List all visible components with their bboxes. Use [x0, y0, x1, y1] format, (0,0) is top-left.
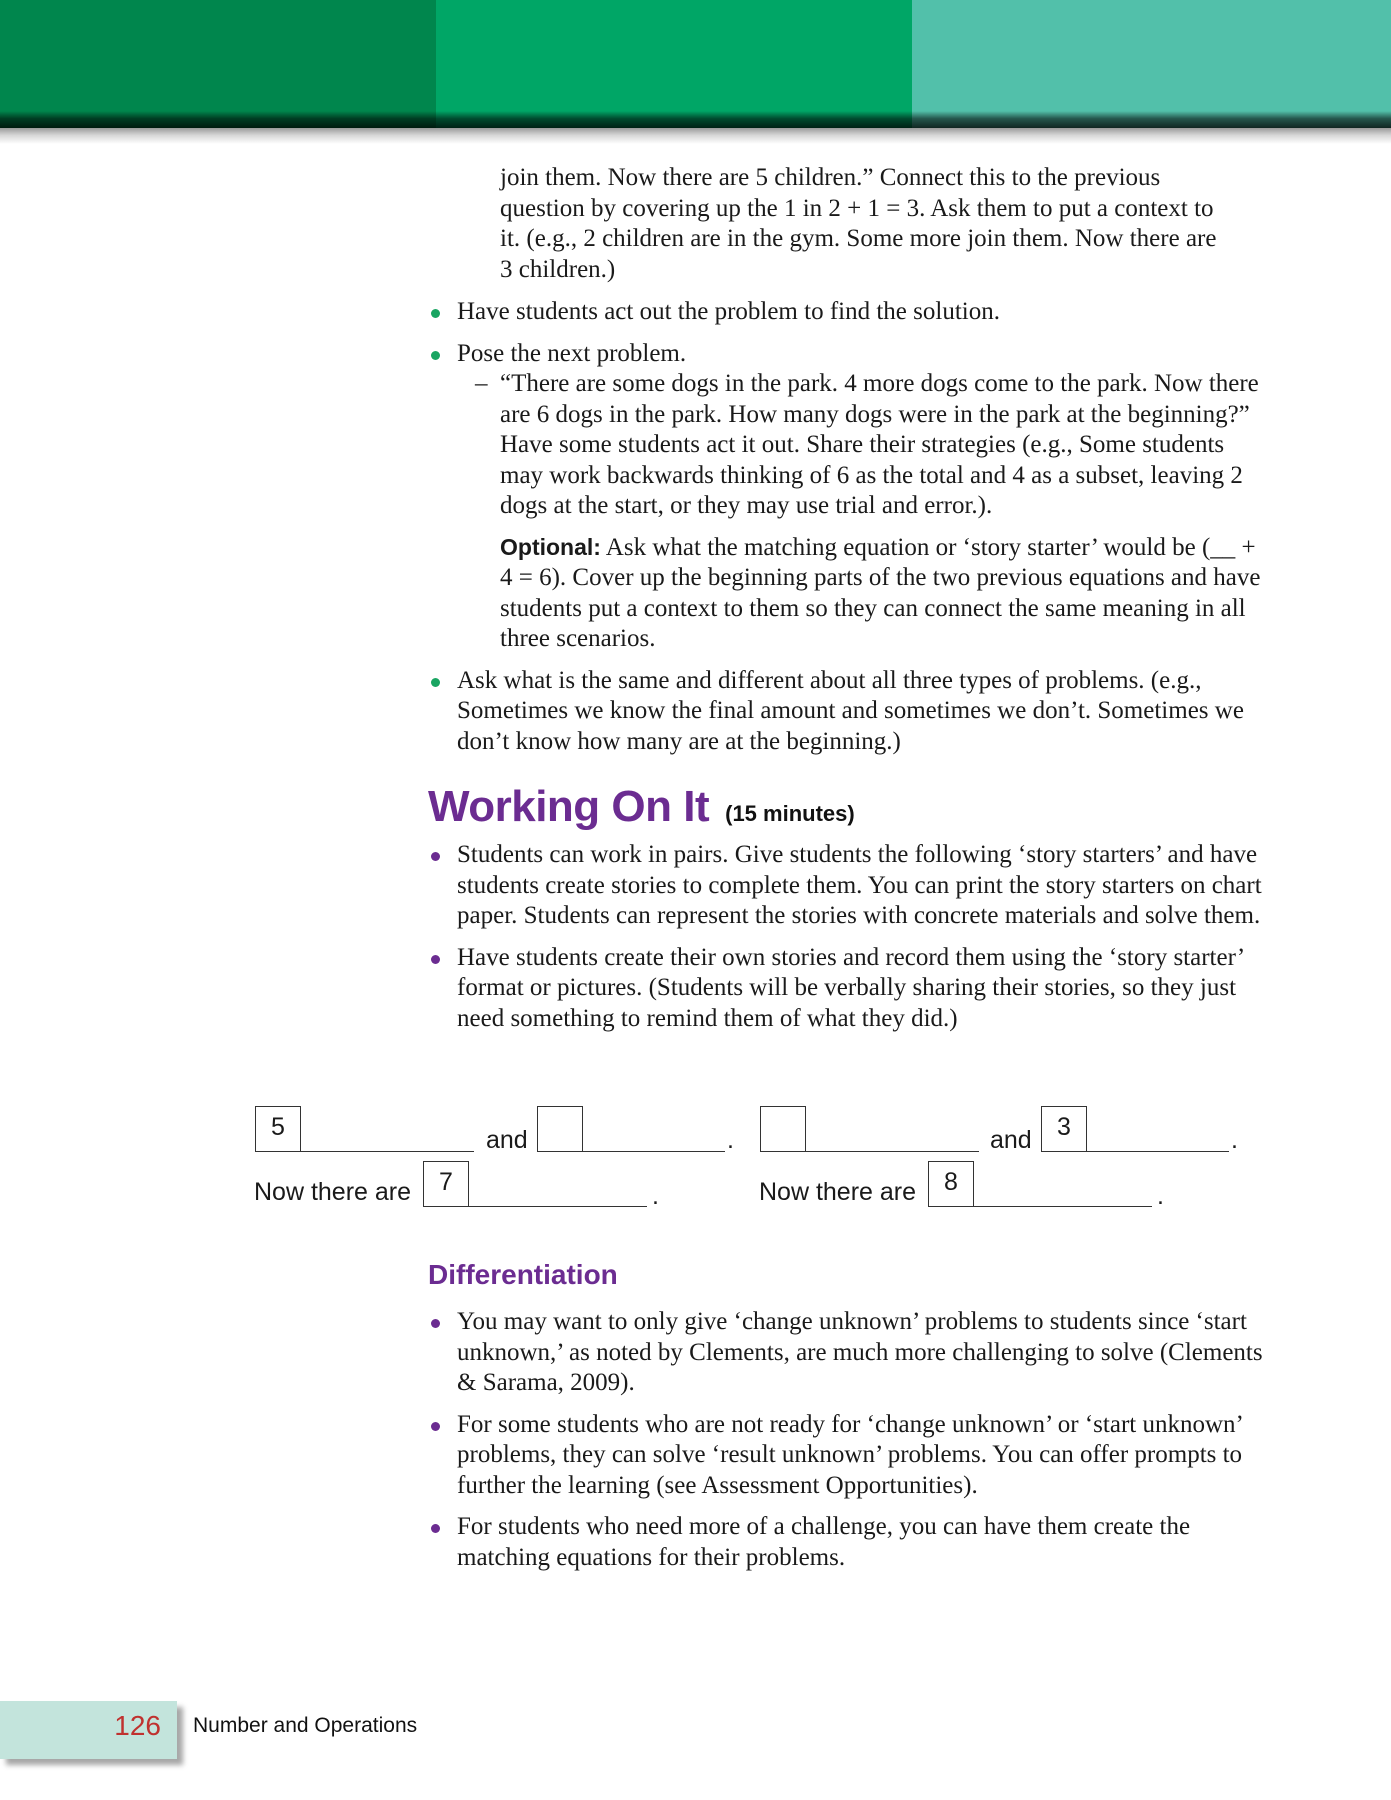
- header-shadow: [0, 128, 1391, 144]
- footer-section-title: Number and Operations: [193, 1714, 418, 1737]
- starter1-box-change[interactable]: [537, 1106, 583, 1152]
- starter2-box-start[interactable]: [760, 1106, 806, 1152]
- page-number-tab: [0, 1701, 177, 1759]
- continued-paragraph: [428, 163, 1268, 285]
- bullet-act-out: Have students act out the problem to find the solution.: [428, 297, 1268, 328]
- sub-item-dogs-problem: [428, 369, 1268, 522]
- header-band-teal: [912, 0, 1391, 128]
- continued-line: it. (e.g., 2 children are in the gym. Some more join them. Now there are: [500, 225, 1217, 252]
- optional-note: [428, 532, 1268, 655]
- working-on-it-title: Working On It: [428, 782, 710, 831]
- page-number: 126: [114, 1710, 161, 1741]
- intro-bullet-list: [428, 297, 1268, 757]
- starter2-box-change[interactable]: 3: [1041, 1106, 1087, 1152]
- starter2-line-start[interactable]: [806, 1151, 979, 1152]
- starter1-line-start[interactable]: [301, 1151, 474, 1152]
- starter1-line-change[interactable]: [583, 1151, 725, 1152]
- starter1-now-label: Now there are: [254, 1178, 412, 1206]
- optional-label: Optional:: [500, 533, 601, 560]
- bullet-not-ready: For some students who are not ready for ‘change unknown’ or ‘start unknown’ problems, they can solve ‘result unknown’ problems. You can offer prompts to further the learning (see Assessment Opportunities).: [428, 1410, 1268, 1502]
- starter1-period: .: [727, 1126, 734, 1154]
- bullet-more-challenge: For students who need more of a challenge, you can have them create the matching equations for their problems.: [428, 1512, 1268, 1573]
- starter2-line-result[interactable]: [974, 1206, 1152, 1207]
- bullet-create-own-stories: Have students create their own stories and record them using the ‘story starter’ format or pictures. (Students will be verbally sharing their stories, so they just need something to remind them of what they did.): [428, 943, 1268, 1035]
- differentiation-heading: Differentiation: [428, 1259, 618, 1290]
- starter2-box-result[interactable]: 8: [928, 1161, 974, 1207]
- continued-line: join them. Now there are 5 children.” Connect this to the previous: [500, 164, 1161, 191]
- starter2-result-period: .: [1157, 1182, 1164, 1210]
- starter2-line-change[interactable]: [1087, 1151, 1229, 1152]
- continued-line: 3 children.): [500, 255, 616, 283]
- starter2-now-label: Now there are: [759, 1178, 917, 1206]
- header-color-band: [0, 0, 1391, 128]
- working-on-it-bullets: [428, 840, 1268, 1034]
- differentiation-bullets: [428, 1307, 1268, 1573]
- header-band-dark-green: [0, 0, 436, 128]
- starter2-and-label: and: [990, 1126, 1032, 1154]
- sub-item-text: “There are some dogs in the park. 4 more dogs come to the park. Now there are 6 dogs in the park. How many dogs were in the park at the beginning?” Have some students act it out. Share their strategies (e.g., Some students may work backwards thinking of 6 as the total and 4 as a subset, leaving 2 dogs at the start, or they may use trial and error.).: [500, 370, 1259, 519]
- bullet-pose-problem: Pose the next problem.: [428, 339, 1268, 370]
- starter1-box-start[interactable]: 5: [255, 1106, 301, 1152]
- starter1-result-period: .: [652, 1182, 659, 1210]
- continued-line: question by covering up the 1 in 2 + 1 = 3. Ask them to put a context to: [500, 194, 1214, 222]
- header-band-green: [436, 0, 912, 128]
- starter1-box-result[interactable]: 7: [423, 1161, 469, 1207]
- starter1-and-label: and: [486, 1126, 528, 1154]
- starter2-period: .: [1231, 1126, 1238, 1154]
- optional-text: Ask what the matching equation or ‘story starter’ would be (__ + 4 = 6). Cover up the beginning parts of the two previous equations and have students put a context to them so they can connect the same meaning in all three scenarios.: [500, 533, 1261, 652]
- bullet-work-in-pairs: Students can work in pairs. Give students the following ‘story starters’ and have students create stories to complete them. You can print the story starters on chart paper. Students can represent the stories with concrete materials and solve them.: [428, 840, 1268, 932]
- bullet-same-different: Ask what is the same and different about all three types of problems. (e.g., Sometimes we know the final amount and sometimes we don’t. Sometimes we don’t know how many are at the beginning.): [428, 666, 1268, 758]
- working-on-it-duration: (15 minutes): [725, 801, 855, 826]
- dash-marker: –: [475, 370, 488, 397]
- starter1-line-result[interactable]: [469, 1206, 647, 1207]
- working-on-it-heading: [428, 782, 855, 832]
- bullet-change-unknown: You may want to only give ‘change unknown’ problems to students since ‘start unknown,’ as noted by Clements, are much more challenging to solve (Clements & Sarama, 2009).: [428, 1307, 1268, 1399]
